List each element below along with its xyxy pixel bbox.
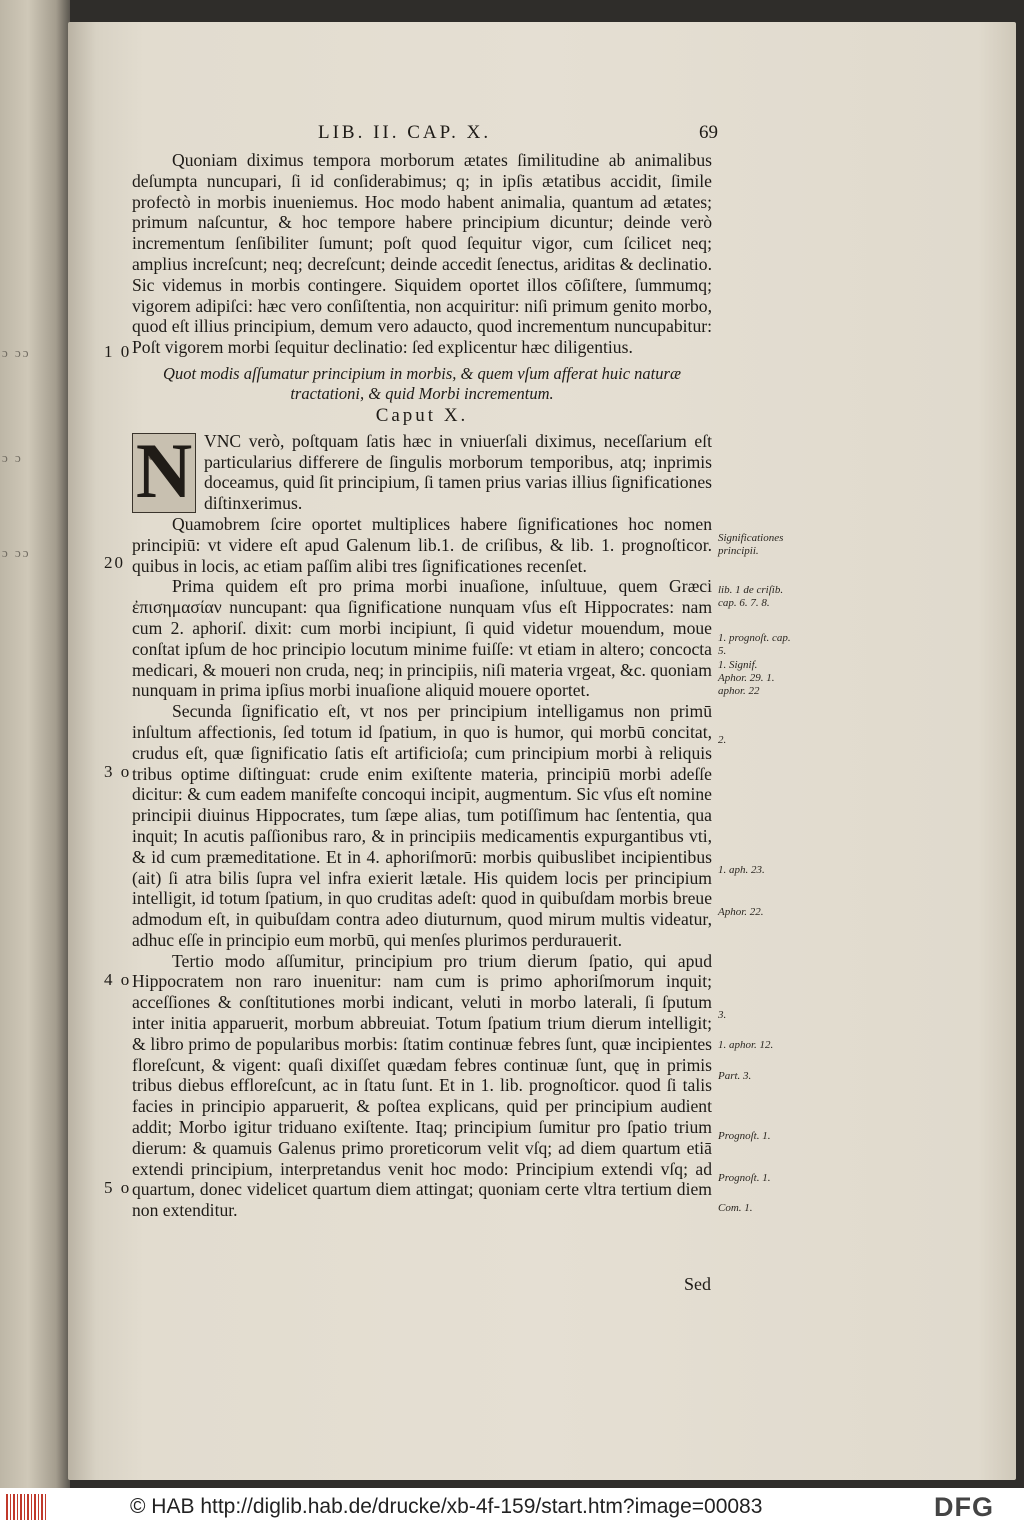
line-number: 5 o bbox=[104, 1178, 132, 1197]
margin-note: 2. bbox=[718, 734, 727, 746]
margin-note: 1. aph. 23. bbox=[718, 864, 765, 876]
paragraph-opening: VNC verò, poſtquam ſatis hæc in vniuerſali diximus, neceſſarium eſt particularius differere de ſingulis morborum temporibus, atq; inprimis doceamus, quid ſit principium, ſi tamen prius varias illius ſignificationes diſtinxerimus. bbox=[204, 430, 712, 514]
margin-note: lib. 1 de criſib. cap. 6. 7. 8. bbox=[718, 584, 784, 609]
paragraph-second-meaning: Secunda ſignificatio eſt, vt nos per principium intelligamus non primū inſultum affectionis, ſed totum id ſpatium, in quo is humor, qui morbū concitat, crudus eſt, quæ ſignificatio ſatis eſt artificioſa; cum principium morbi à reliquis tribus optime diſtinguat: crude enim exiſtente materia, principiū morbi adeſſe dicitur: & cum eadem manifeſte concoqui incipit, augmentum. Sic vſus eſt nomine principii diuinus Hippocrates, tum ſæpe alias, tum potiſſimum hac ſententia, qua inquit; In acutis paſſionibus raro, & in principiis medicamentis expurgantibus vti, & id cum præmeditatione. Et in 4. aphoriſmorū: morbis quibuslibet incipientibus (ait) ſi atra bilis ſupra vel infra exierit lætale. His quidem locis per principium intelligit, id totum ſpatium, in quo cruditas adeſt: quod in quibuſdam morbis breue admodum eſt, in quibuſdam contra adeo diuturnum, quod mirum multis videatur, adhuc eſſe in principio eum morbū, qui menſes plurimos perdurauerit. bbox=[132, 701, 712, 950]
running-head bbox=[318, 122, 718, 146]
line-number: 1 0 bbox=[104, 342, 132, 361]
decorated-initial bbox=[132, 426, 196, 514]
margin-note: 3. bbox=[718, 1009, 727, 1021]
folio-number: 69 bbox=[699, 122, 718, 143]
margin-note: Part. 3. bbox=[718, 1070, 752, 1082]
copyright-link[interactable]: © HAB http://diglib.hab.de/drucke/xb-4f-159/start.htm?image=00083 bbox=[130, 1495, 763, 1518]
line-number: 20 bbox=[104, 553, 125, 572]
line-number: 4 o bbox=[104, 970, 132, 989]
book-page bbox=[68, 22, 1016, 1480]
margin-note: Significationes principii. bbox=[718, 532, 784, 557]
paragraph-significations: Quamobrem ſcire oportet multiplices habere ſignificationes hoc nomen principiū: vt videre eſt apud Galenum lib.1. de criſibus, & lib. 1. prognoſticor. quibus in locis, ac etiam paſſim alibi tres ſignificationes recenſet. bbox=[132, 513, 712, 576]
catchword: Sed bbox=[684, 1274, 711, 1294]
paragraph-first-meaning: Prima quidem eſt pro prima morbi inuaſione, inſultuue, quem Græci ἐπισημασίαν nuncupant: qua ſignificatione nunquam vſus eſt Hippocrates: nam cum 2. aphoriſ. dixit: cum morbi incipiunt, ſi quid videtur mouendum, moue conſtat ipſum de hoc principio locutum minime fuiſſe: vt etiam in altero; concocta medicari, & moueri non cruda, neq; in principiis, niſi materia vrgeat, &c. quoniam nunquam in prima ipſius morbi inuaſione aliquid mouere oportet. bbox=[132, 576, 712, 701]
running-head-title: LIB. II. CAP. X. bbox=[318, 122, 492, 143]
margin-note: 1. aphor. 12. bbox=[718, 1039, 774, 1051]
margin-note: 1. Signif. bbox=[718, 659, 758, 671]
left-page-mark: ɔ ɔ bbox=[2, 450, 23, 465]
dfg-logo: DFG bbox=[934, 1492, 994, 1522]
opening-paragraph-block bbox=[132, 426, 712, 514]
margin-note: Aphor. 29. 1. aphor. 22 bbox=[718, 672, 775, 697]
viewer-footer bbox=[0, 1488, 1024, 1526]
margin-note: Prognoſt. 1. bbox=[718, 1172, 771, 1184]
initial-letter: N bbox=[135, 426, 193, 514]
margin-note: 1. prognoſt. cap. 5. bbox=[718, 632, 791, 657]
chapter-number: Caput X. bbox=[375, 404, 469, 426]
left-page-mark: ɔ ɔɔ bbox=[2, 345, 31, 360]
main-text bbox=[132, 150, 712, 1221]
left-page-mark: ɔ ɔɔ bbox=[2, 545, 31, 560]
margin-note: Aphor. 22. bbox=[718, 906, 764, 918]
paragraph-third-meaning: Tertio modo aſſumitur, principium pro trium dierum ſpatio, qui apud Hippocratem non raro inuenitur: nam cum is primo aphoriſmorum inquit; acceſſiones & conſtitutiones morbi indicant, veluti in morbo laterali, ſi ſputum inter initia apparuerit, morbum abbreuiat. Totum ſpatium trium dierum intelligit; & libro primo de popularibus morbis: ſtatim continuæ febres ſunt, quæ incipientes floreſcunt, & vigent: quaſi dixiſſet quædam febres continuæ ſunt, quę in primis tribus diebus effloreſcunt, ac in ſtatu ſunt. Et in 1. lib. prognoſticor. quod ſi talis facies in principio apparuerit, & poſtea explicans, quid per principium audient addit; Morbo igitur triduano exiſtente. Itaq; principium ſumitur pro ſpatio trium dierum: & quamuis Galenus primo proreticorum velit vſq; ad diem quartum etiā extendi principium, interpretandus venit hoc modo: Principium extendi vſq; ad quartum, donec videlicet quartum diem attingat; quoniam certe vltra tertium diem non extenditur. bbox=[132, 950, 712, 1221]
paragraph-intro: Quoniam diximus tempora morborum ætates ſimilitudine ab animalibus deſumpta nuncupari, ſi id conſiderabimus; q; in ipſis ætatibus accidit, ſimile profectò in morbis inueniemus. Hoc modo habent animalia, quantum ad ætates; primum naſcuntur, & hoc tempore habere principium dicuntur; deinde verò incrementum ſenſibiliter ſumunt; poſt quod ſequitur vigor, cum ſcilicet neq; amplius increſcunt; neq; decreſcunt; deinde accedit ſenectus, ariditas & declinatio. Sic videmus in morbis contingere. Siquidem oportet illos cōſiſtere, ſummumq; vigorem adipiſci: hæc vero conſiſtentia, non acquiritur: niſi primum genito morbo, quod eſt illius principium, demum vero adaucto, quod incrementum nuncupabitur: Poſt vigorem morbi ſequitur declinatio: ſed explicentur hæc diligentius. bbox=[132, 150, 712, 358]
barcode-icon bbox=[6, 1494, 46, 1520]
chapter-heading: Quot modis aſſumatur principium in morbis, & quem vſum afferat huic naturæ tractationi, & quid Morbi incrementum. bbox=[163, 363, 681, 403]
margin-note: Prognoſt. 1. bbox=[718, 1130, 771, 1142]
facing-page-edge bbox=[0, 0, 70, 1488]
line-number: 3 o bbox=[104, 762, 132, 781]
margin-note: Com. 1. bbox=[718, 1202, 753, 1214]
